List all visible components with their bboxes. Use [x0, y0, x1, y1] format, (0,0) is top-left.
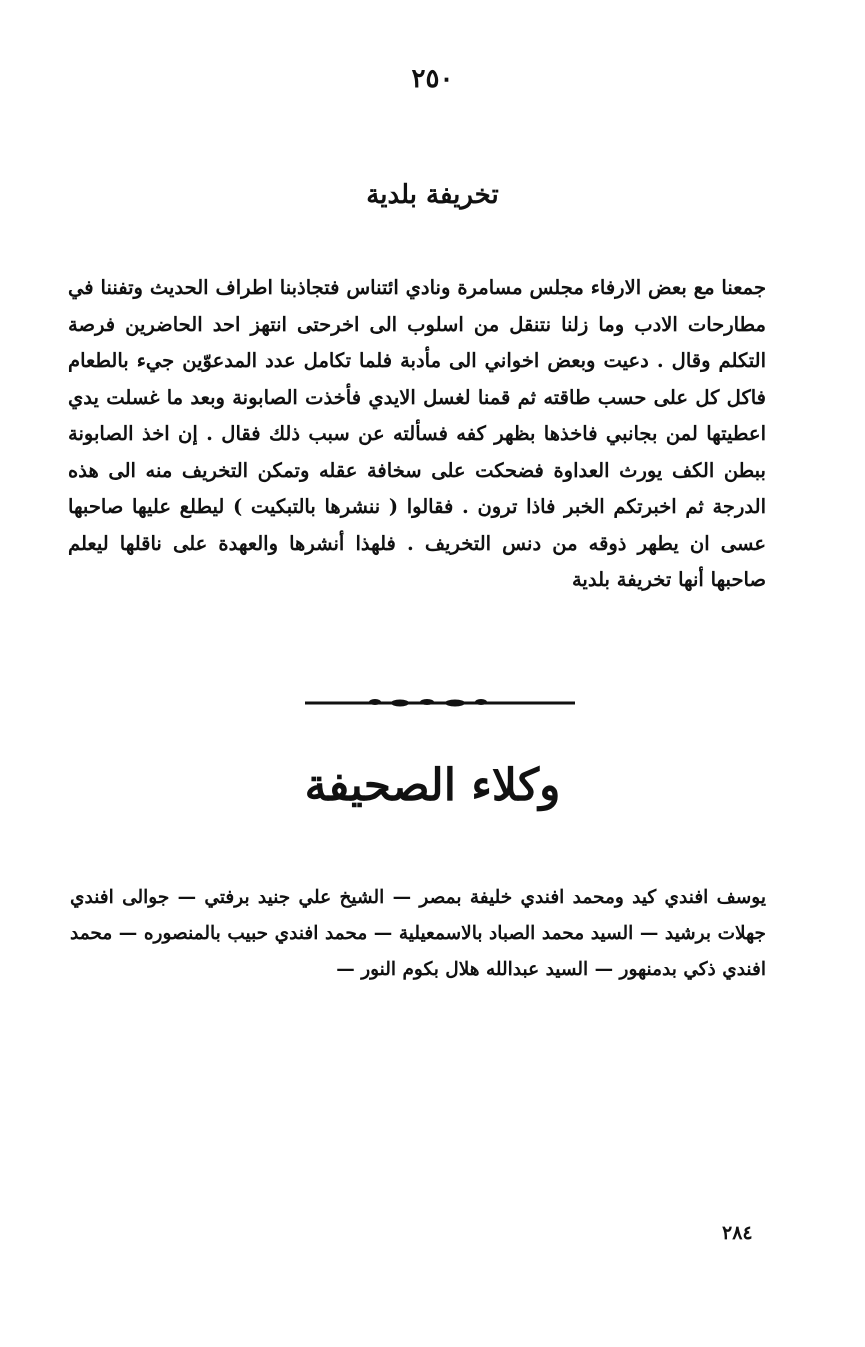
agents-title: وكلاء الصحيفة: [304, 760, 561, 811]
agents-list: يوسف افندي كيد ومحمد افندي خليفة بمصر — الشيخ علي جنيد برفتي — جوالى افندي جهلات برشيد — السيد محمد الصباد بالاسمعيلية — محمد افندي حبيب بالمنصوره — محمد افندي ذكي بدمنهور — السيد عبدالله هلال بكوم النور —: [70, 887, 766, 980]
section-title: تخريفة بلدية: [366, 180, 499, 210]
page-number-bottom: ٢٨٤: [722, 1222, 753, 1244]
divider-ornament-icon: [305, 696, 575, 710]
page-number-top: ٢٥٠: [411, 64, 454, 94]
article-paragraph: جمعنا مع بعض الارفاء مجلس مسامرة ونادي ائتناس فتجاذبنا اطراف الحديث وتفننا في مطارحات الادب وما زلنا نتنقل من اسلوب الى اخرحتى انتهز احد الحاضرين فرصة التكلم وقال . دعيت وبعض اخواني الى مأدبة فلما تكامل عدد المدعوّين جيء بالطعام فاكل كل على حسب طاقته ثم قمنا لغسل الايدي فأخذت الصابونة وبعد ما غسلت يدي اعطيتها لمن بجانبي فاخذها بظهر كفه فسألته عن سبب ذلك فقال . إن اخذ الصابونة ببطن الكف يورث العداوة فضحكت على سخافة عقله وتمكن التخريف منه الى هذه الدرجة ثم اخبرتكم الخبر فاذا ترون . فقالوا ( ننشرها بالتبكيت ) ليطلع عليها صاحبها عسى ان يطهر ذوقه من دنس التخريف . فلهذا أنشرها والعهدة على ناقلها ليعلم صاحبها أنها تخريفة بلدية: [68, 276, 766, 591]
ornamental-divider: [305, 696, 575, 710]
